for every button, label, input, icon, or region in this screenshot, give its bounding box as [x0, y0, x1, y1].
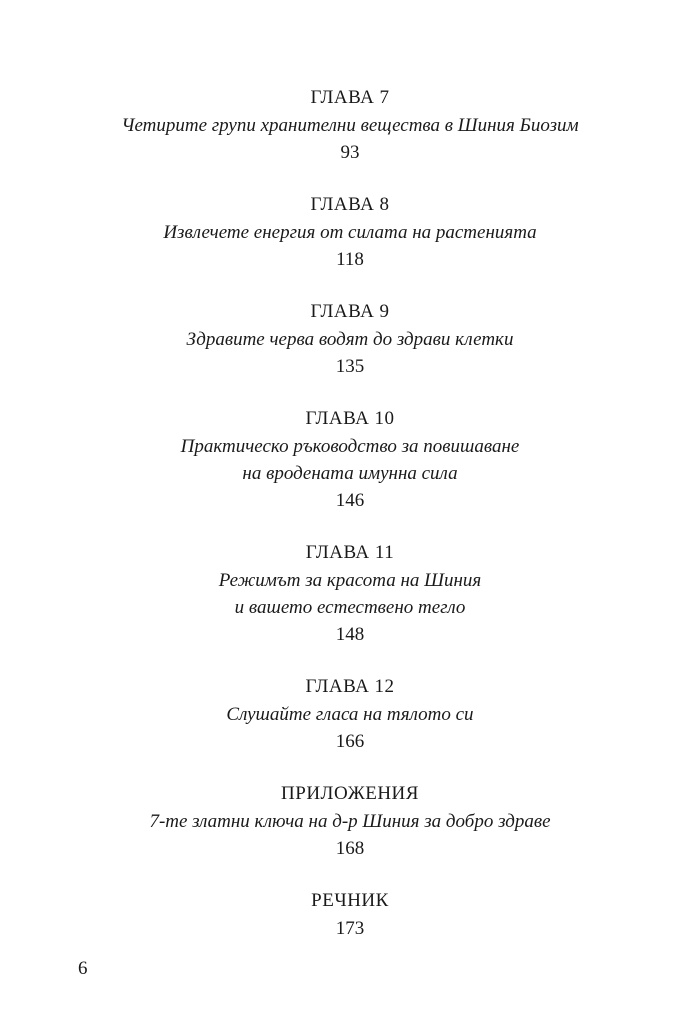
toc-entry-glossary [0, 887, 700, 943]
chapter-title: Здравите черва водят до здрави клетки [186, 329, 514, 350]
page-number: 168 [335, 838, 365, 859]
page-number: 148 [335, 624, 365, 645]
chapter-heading: ГЛАВА 11 [305, 542, 395, 563]
chapter-heading: ГЛАВА 8 [310, 194, 390, 215]
page-number: 173 [335, 918, 365, 939]
toc-entry-chapter-12 [0, 673, 700, 756]
chapter-title: Слушайте гласа на тялото си [226, 704, 474, 725]
toc-entry-appendices [0, 780, 700, 863]
toc-entry-chapter-11 [0, 539, 700, 649]
page-number: 135 [335, 356, 365, 377]
page-number: 146 [335, 490, 365, 511]
folio-page-number: 6 [78, 958, 88, 979]
toc-entry-chapter-10 [0, 405, 700, 515]
chapter-title: Четирите групи хранителни вещества в Шиния Биозим [121, 115, 579, 136]
page-number: 93 [340, 142, 360, 163]
section-heading: РЕЧНИК [311, 890, 389, 911]
page-number: 118 [336, 249, 364, 270]
chapter-heading: ГЛАВА 12 [305, 676, 395, 697]
page-number: 166 [335, 731, 365, 752]
chapter-title-line-2: и вашето естествено тегло [234, 597, 466, 618]
chapter-title-line-1: Режимът за красота на Шиния [218, 570, 482, 591]
toc-entry-chapter-9 [0, 298, 700, 381]
chapter-heading: ГЛАВА 9 [310, 301, 390, 322]
chapter-title-line-1: Практическо ръководство за повишаване [180, 436, 520, 457]
table-of-contents [0, 84, 700, 967]
chapter-title-line-2: на вродената имунна сила [242, 463, 458, 484]
section-heading: ПРИЛОЖЕНИЯ [281, 783, 419, 804]
toc-entry-chapter-7 [0, 84, 700, 167]
chapter-title: Извлечете енергия от силата на растенията [163, 222, 537, 243]
section-title: 7-те златни ключа на д-р Шиния за добро здраве [149, 811, 551, 832]
chapter-heading: ГЛАВА 7 [310, 87, 390, 108]
toc-entry-chapter-8 [0, 191, 700, 274]
chapter-heading: ГЛАВА 10 [305, 408, 395, 429]
